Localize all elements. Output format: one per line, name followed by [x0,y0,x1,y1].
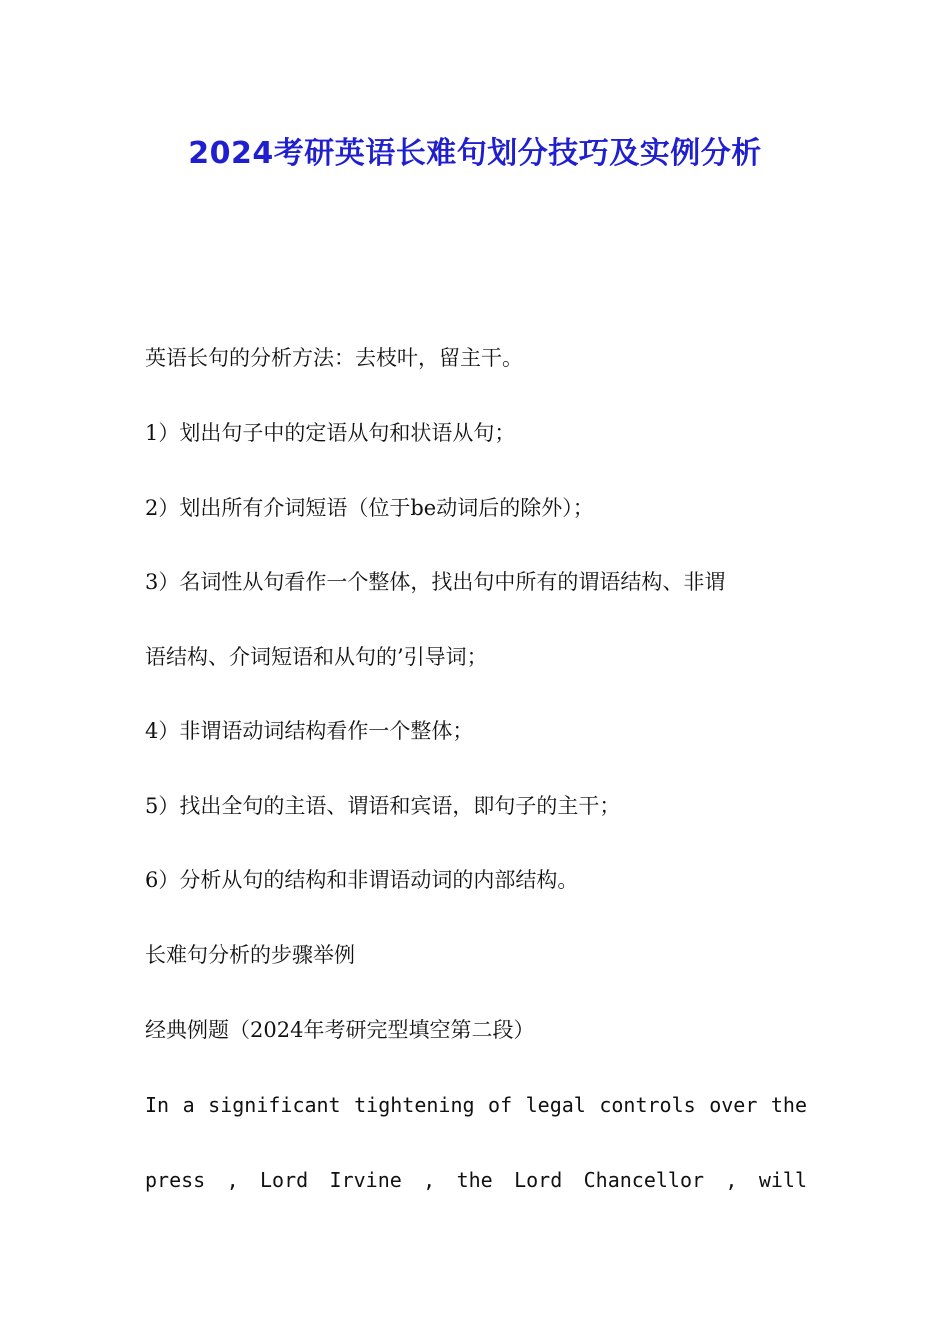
example-sentence-line-1: In a significant tightening of legal controls over the [145,1093,807,1117]
section-heading-example-steps: 长难句分析的步骤举例 [145,943,355,967]
paragraph-step-1: 1）划出句子中的定语从句和状语从句； [145,421,516,445]
paragraph-step-3-continued: 语结构、介词短语和从句的’引导词； [145,645,488,669]
paragraph-step-2: 2）划出所有介词短语（位于be动词后的除外）； [145,496,594,520]
paragraph-step-5: 5）找出全句的主语、谓语和宾语，即句子的主干； [145,794,621,818]
section-heading-classic-example: 经典例题（2024年考研完型填空第二段） [145,1018,535,1042]
document-title: 2024考研英语长难句划分技巧及实例分析 [188,136,762,171]
paragraph-step-4: 4）非谓语动词结构看作一个整体； [145,719,474,743]
paragraph-method: 英语长句的分析方法：去枝叶，留主干。 [145,346,523,370]
paragraph-step-3: 3）名词性从句看作一个整体，找出句中所有的谓语结构、非谓 [145,570,726,594]
example-sentence-line-2: press , Lord Irvine , the Lord Chancellor , will [145,1168,807,1192]
paragraph-step-6: 6）分析从句的结构和非谓语动词的内部结构。 [145,868,579,892]
